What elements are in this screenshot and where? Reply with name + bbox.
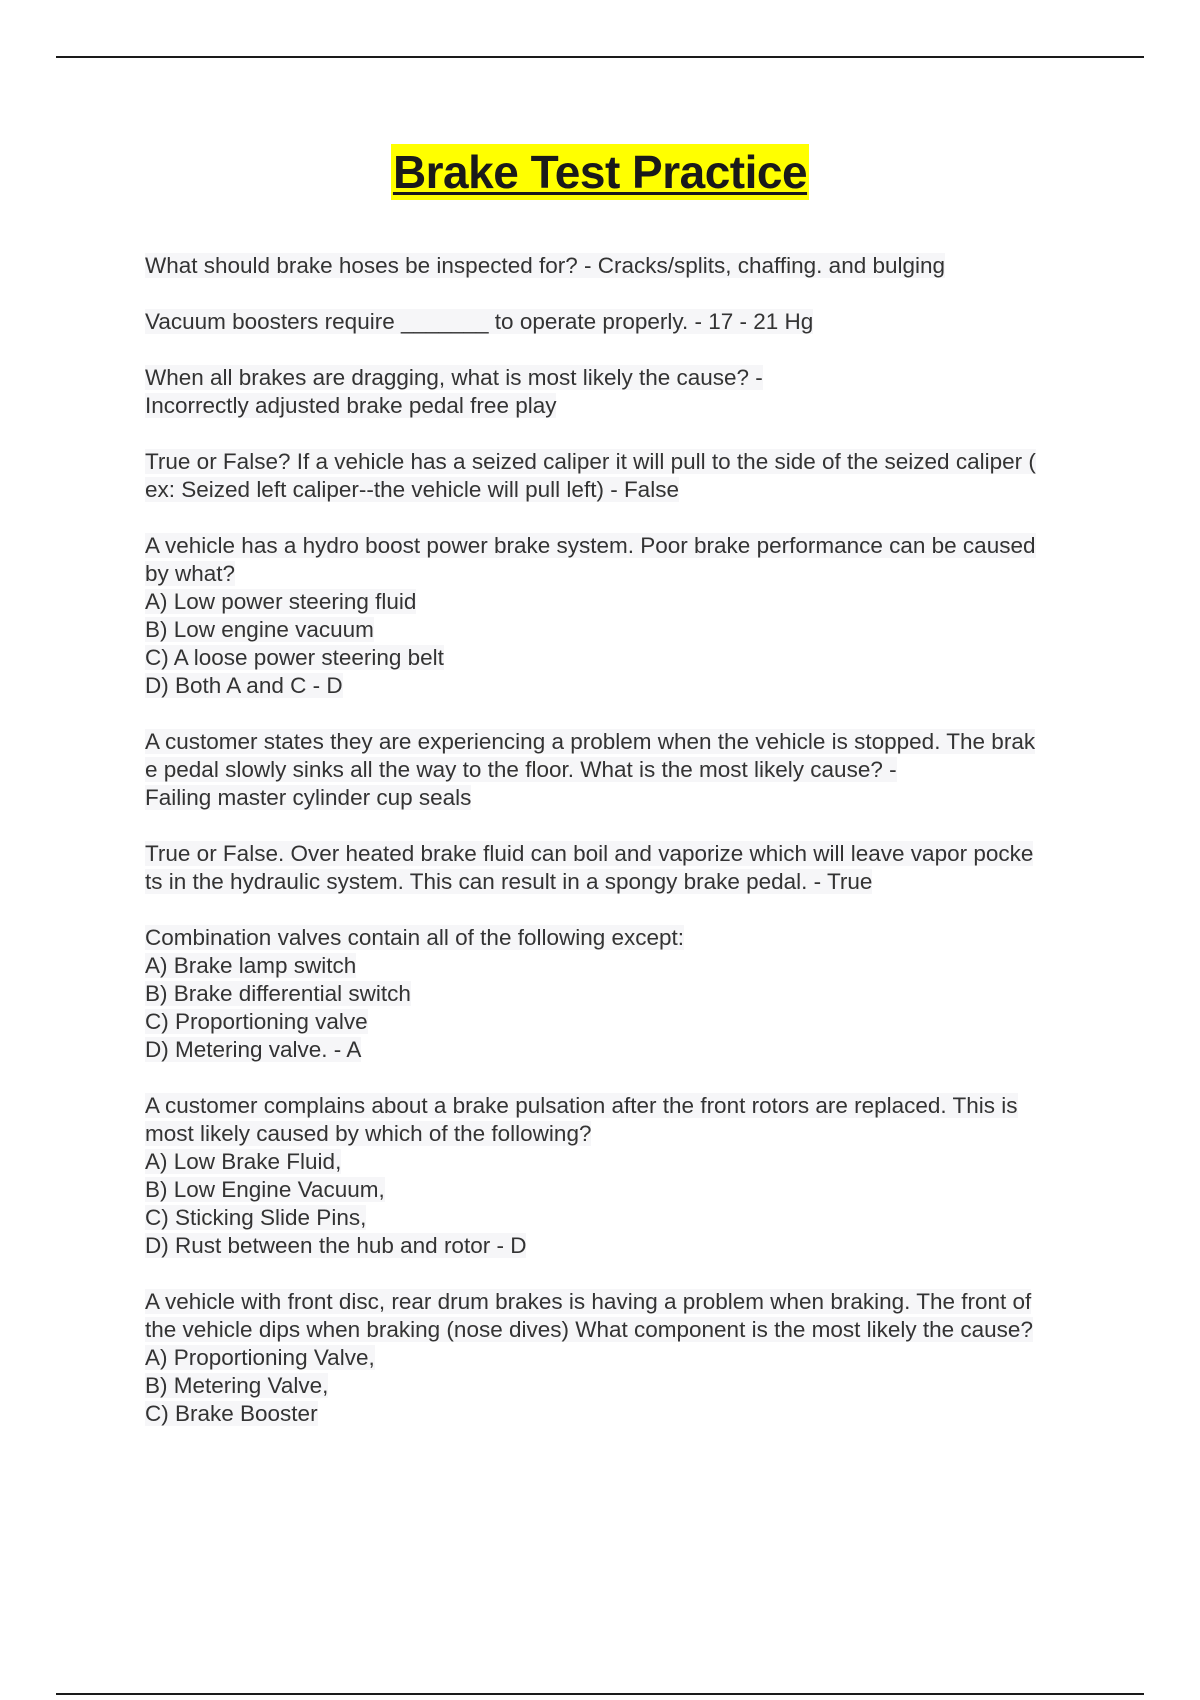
question-text [145, 364, 1095, 392]
question-line [145, 1316, 1095, 1344]
line-text: C) Brake Booster [145, 1401, 318, 1426]
question-text [145, 448, 1095, 476]
line-text: What should brake hoses be inspected for? - Cracks/splits, chaffing. and bulging [145, 253, 946, 278]
question-text [145, 308, 1095, 336]
question-text [145, 924, 1095, 952]
question-text [145, 252, 1095, 280]
line-text: e pedal slowly sinks all the way to the floor. What is the most likely cause? - [145, 757, 897, 782]
line-text: A vehicle has a hydro boost power brake system. Poor brake performance can be caused [145, 533, 1036, 558]
line-text: the vehicle dips when braking (nose dives) What component is the most likely the cause? [145, 1317, 1033, 1342]
line-text: most likely caused by which of the following? [145, 1121, 592, 1146]
question-line [145, 392, 1095, 420]
question-line [145, 868, 1095, 896]
qa-item [145, 1092, 1095, 1260]
line-text: A vehicle with front disc, rear drum brakes is having a problem when braking. The front of [145, 1289, 1032, 1314]
title-container [0, 144, 1200, 200]
question-line [145, 644, 1095, 672]
line-text: D) Metering valve. - A [145, 1037, 362, 1062]
question-line [145, 588, 1095, 616]
top-rule [56, 56, 1144, 58]
question-text [145, 532, 1095, 560]
question-text [145, 728, 1095, 756]
line-text: Combination valves contain all of the following except: [145, 925, 685, 950]
question-line [145, 980, 1095, 1008]
line-text: True or False. Over heated brake fluid can boil and vaporize which will leave vapor pocke [145, 841, 1034, 866]
line-text: ex: Seized left caliper--the vehicle will pull left) - False [145, 477, 679, 502]
line-text: C) Proportioning valve [145, 1009, 368, 1034]
question-line [145, 1008, 1095, 1036]
line-text: A customer states they are experiencing a problem when the vehicle is stopped. The brak [145, 729, 1036, 754]
qa-item [145, 364, 1095, 420]
line-text: A) Low power steering fluid [145, 589, 417, 614]
question-line [145, 1120, 1095, 1148]
question-line [145, 756, 1095, 784]
line-text: B) Low Engine Vacuum, [145, 1177, 385, 1202]
line-text: Vacuum boosters require _______ to operate properly. - 17 - 21 Hg [145, 309, 814, 334]
line-text: D) Rust between the hub and rotor - D [145, 1233, 527, 1258]
question-line [145, 1036, 1095, 1064]
line-text: When all brakes are dragging, what is most likely the cause? - [145, 365, 763, 390]
line-text: Failing master cylinder cup seals [145, 785, 472, 810]
question-line [145, 1176, 1095, 1204]
question-text [145, 840, 1095, 868]
question-line [145, 1204, 1095, 1232]
qa-item [145, 532, 1095, 700]
line-text: A) Proportioning Valve, [145, 1345, 375, 1370]
question-line [145, 1232, 1095, 1260]
line-text: C) Sticking Slide Pins, [145, 1205, 367, 1230]
question-line [145, 476, 1095, 504]
question-line [145, 560, 1095, 588]
question-line [145, 1372, 1095, 1400]
line-text: A) Low Brake Fluid, [145, 1149, 342, 1174]
line-text: True or False? If a vehicle has a seized caliper it will pull to the side of the seized caliper ( [145, 449, 1036, 474]
qa-item [145, 840, 1095, 896]
question-line [145, 1148, 1095, 1176]
line-text: B) Low engine vacuum [145, 617, 374, 642]
line-text: B) Brake differential switch [145, 981, 411, 1006]
line-text: D) Both A and C - D [145, 673, 343, 698]
question-line [145, 952, 1095, 980]
question-text [145, 1288, 1095, 1316]
qa-item [145, 924, 1095, 1064]
question-text [145, 1092, 1095, 1120]
question-line [145, 784, 1095, 812]
line-text: by what? [145, 561, 236, 586]
line-text: ts in the hydraulic system. This can result in a spongy brake pedal. - True [145, 869, 873, 894]
line-text: C) A loose power steering belt [145, 645, 444, 670]
qa-item [145, 728, 1095, 812]
line-text: Incorrectly adjusted brake pedal free play [145, 393, 557, 418]
line-text: A) Brake lamp switch [145, 953, 357, 978]
line-text: A customer complains about a brake pulsation after the front rotors are replaced. This is [145, 1093, 1018, 1118]
qa-item [145, 252, 1095, 280]
bottom-rule [56, 1693, 1144, 1695]
question-line [145, 1400, 1095, 1428]
qa-item [145, 448, 1095, 504]
qa-list [145, 252, 1095, 1456]
question-line [145, 672, 1095, 700]
line-text: B) Metering Valve, [145, 1373, 329, 1398]
qa-item [145, 308, 1095, 336]
question-line [145, 616, 1095, 644]
question-line [145, 1344, 1095, 1372]
qa-item [145, 1288, 1095, 1428]
page-title: Brake Test Practice [392, 146, 808, 198]
